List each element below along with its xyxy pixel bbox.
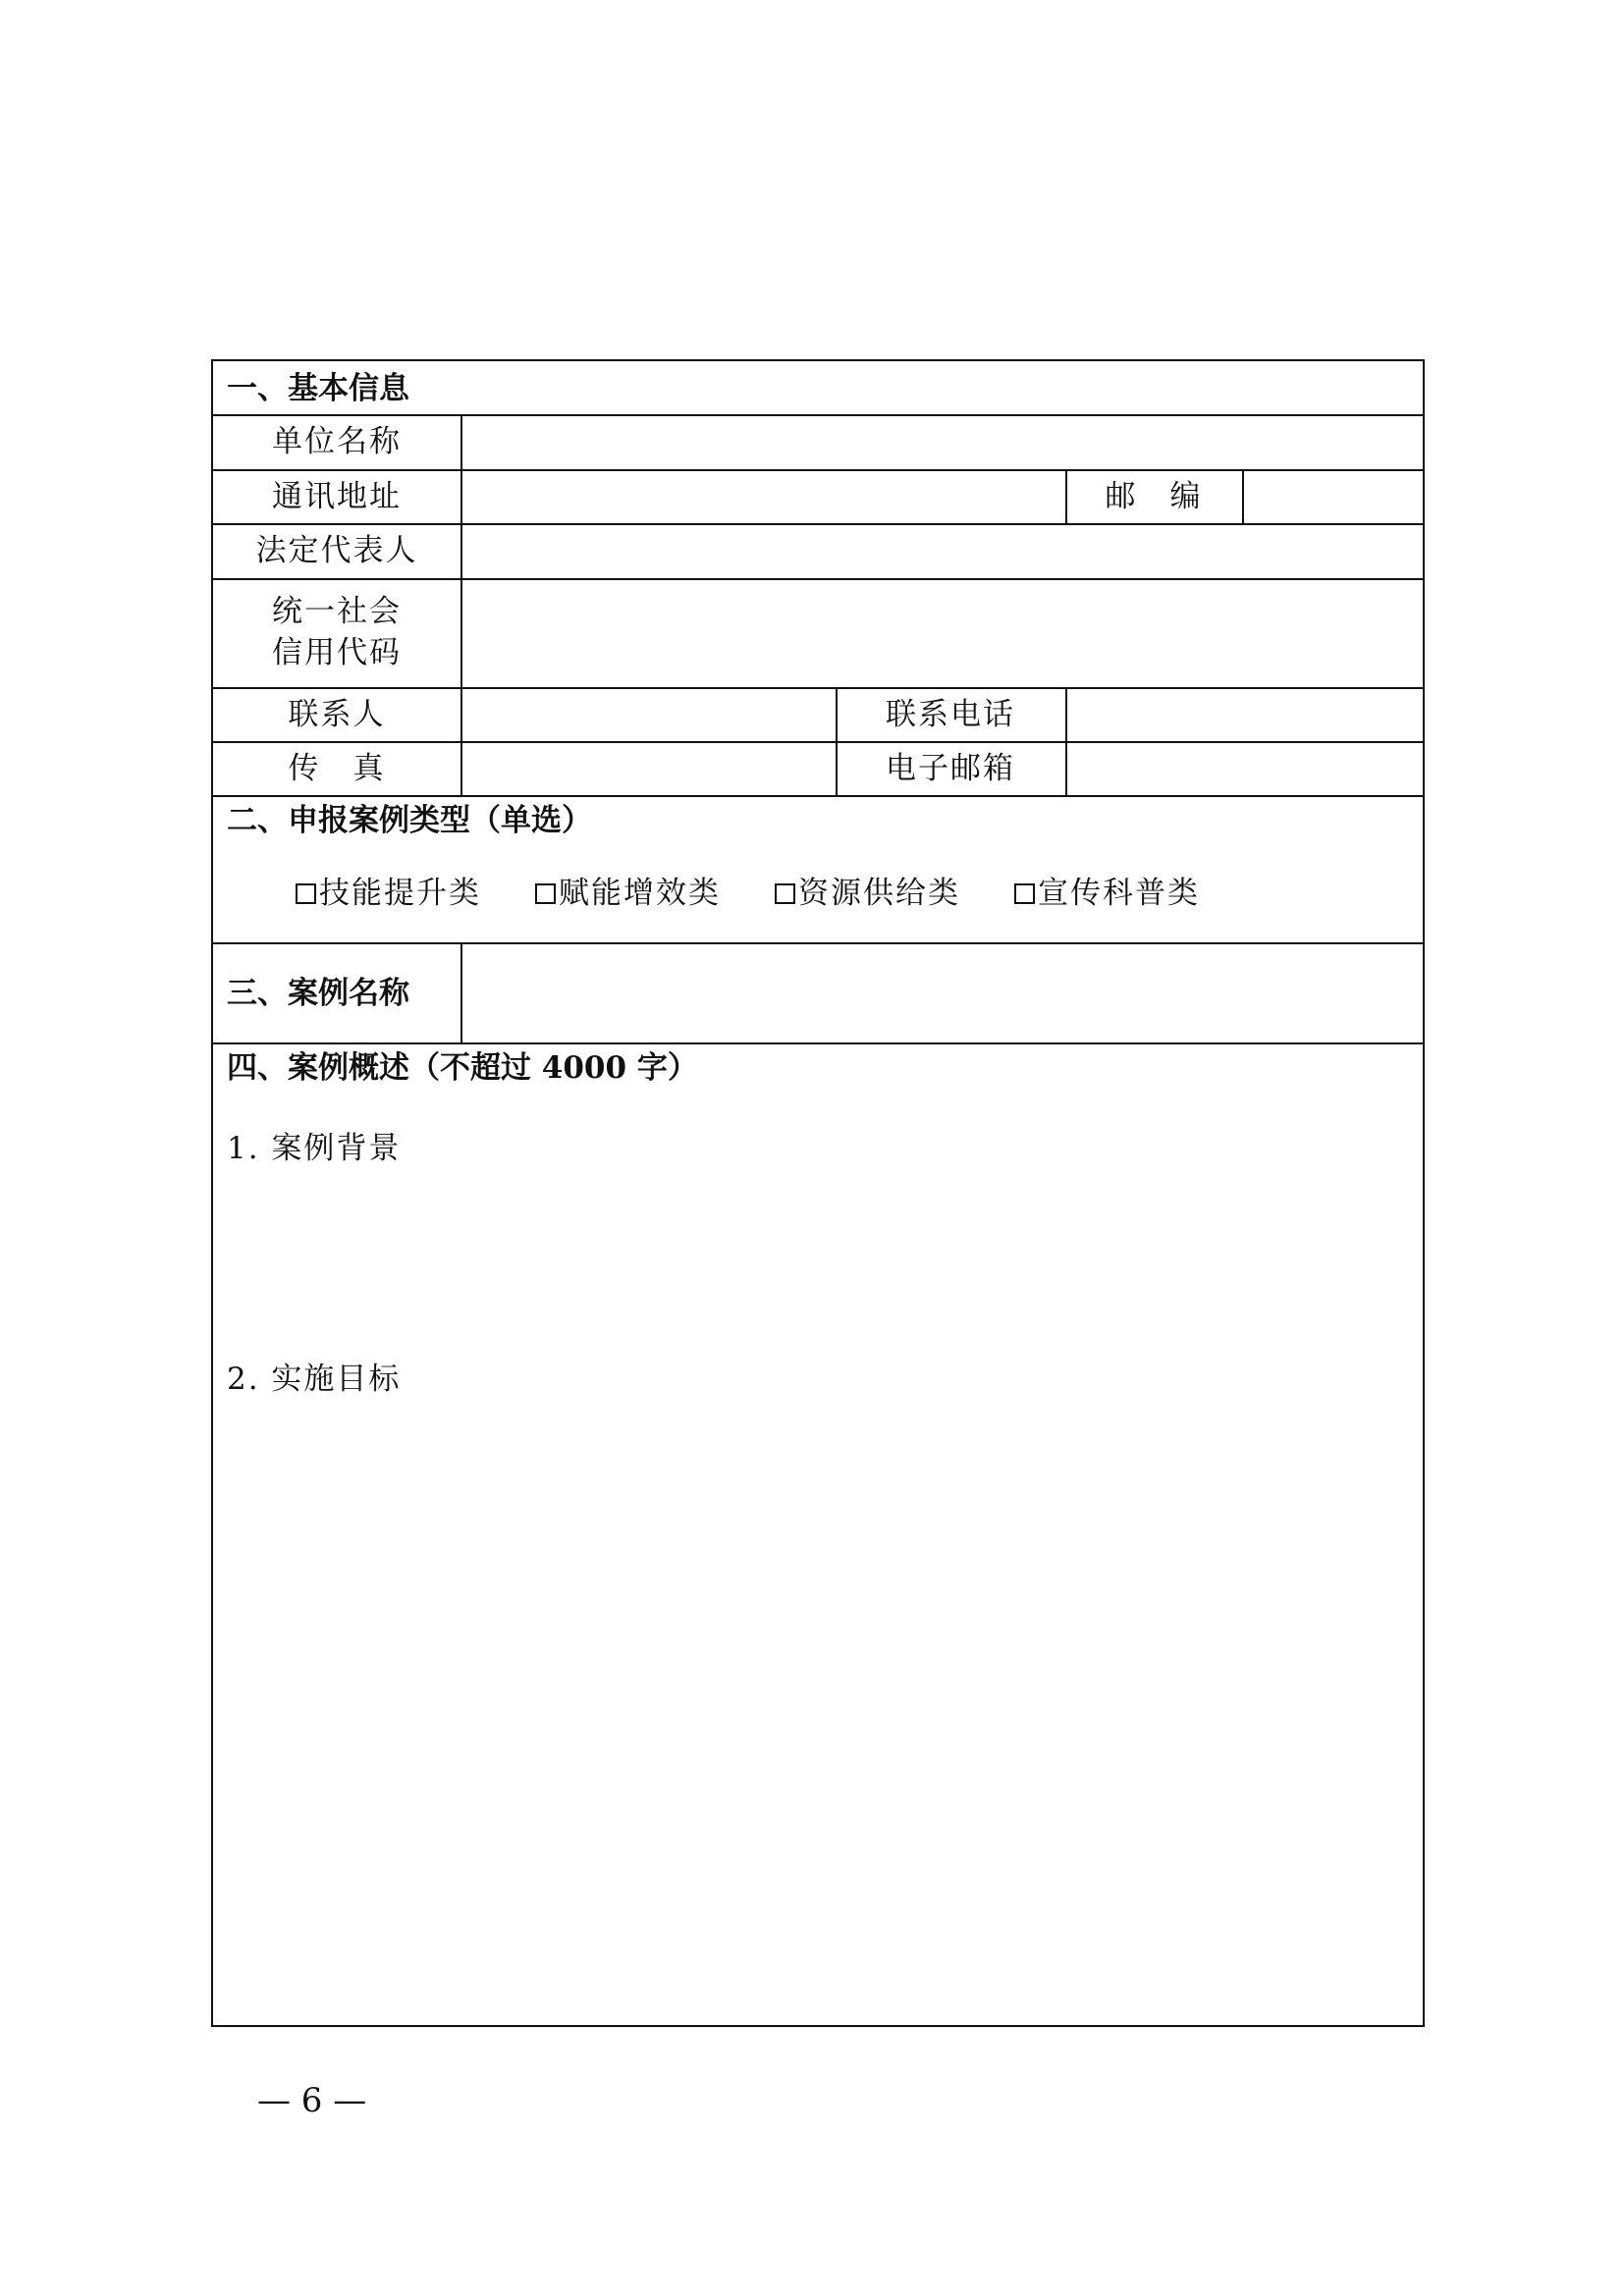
option-label: 赋能增效类	[559, 876, 721, 911]
section3-heading: 三、案例名称	[227, 976, 409, 1011]
case-background-content[interactable]	[227, 1178, 1405, 1345]
option-resource-supply[interactable]	[775, 874, 960, 913]
checkbox-icon[interactable]	[535, 883, 556, 904]
case-background-item: 1. 案例背景	[227, 1131, 402, 1166]
checkbox-icon[interactable]	[775, 883, 795, 904]
postcode-label: 邮 编	[1105, 479, 1203, 514]
option-label: 技能提升类	[319, 876, 481, 911]
option-label: 宣传科普类	[1038, 876, 1200, 911]
option-label: 资源供给类	[798, 876, 960, 911]
row-divider	[213, 523, 1423, 525]
contact-label: 联系人	[288, 697, 386, 732]
row-divider	[213, 795, 1423, 797]
checkbox-icon[interactable]	[296, 883, 316, 904]
section2-heading: 二、申报案例类型（单选）	[227, 803, 592, 838]
credit-code-label-line2: 信用代码	[272, 635, 402, 670]
column-divider	[1242, 469, 1244, 523]
email-label: 电子邮箱	[886, 751, 1015, 786]
column-divider	[1065, 687, 1067, 795]
implementation-goal-content[interactable]	[227, 1410, 1405, 2008]
column-divider	[460, 414, 462, 795]
credit-code-label	[213, 591, 460, 673]
implementation-goal-item: 2. 实施目标	[227, 1362, 402, 1397]
row-divider	[213, 942, 1423, 944]
option-publicity[interactable]	[1014, 874, 1200, 913]
credit-code-label-line1: 统一社会	[272, 594, 402, 629]
row-divider	[213, 414, 1423, 416]
legal-rep-label: 法定代表人	[255, 533, 418, 568]
section4-heading: 四、案例概述（不超过 4000 字）	[227, 1050, 698, 1086]
section1-heading: 一、基本信息	[227, 371, 409, 406]
application-form-table	[211, 359, 1425, 2027]
row-divider	[213, 687, 1423, 689]
page-number: — 6 —	[257, 2081, 367, 2120]
option-empowerment[interactable]	[535, 874, 721, 913]
address-label: 通讯地址	[272, 479, 402, 514]
phone-label: 联系电话	[886, 697, 1015, 732]
option-skill-improvement[interactable]	[296, 874, 481, 913]
unit-name-label: 单位名称	[272, 424, 402, 459]
checkbox-icon[interactable]	[1014, 883, 1035, 904]
row-divider	[213, 578, 1423, 580]
row-divider	[213, 741, 1423, 743]
column-divider	[460, 942, 462, 1042]
row-divider	[213, 1042, 1423, 1044]
fax-label: 传 真	[288, 751, 386, 786]
